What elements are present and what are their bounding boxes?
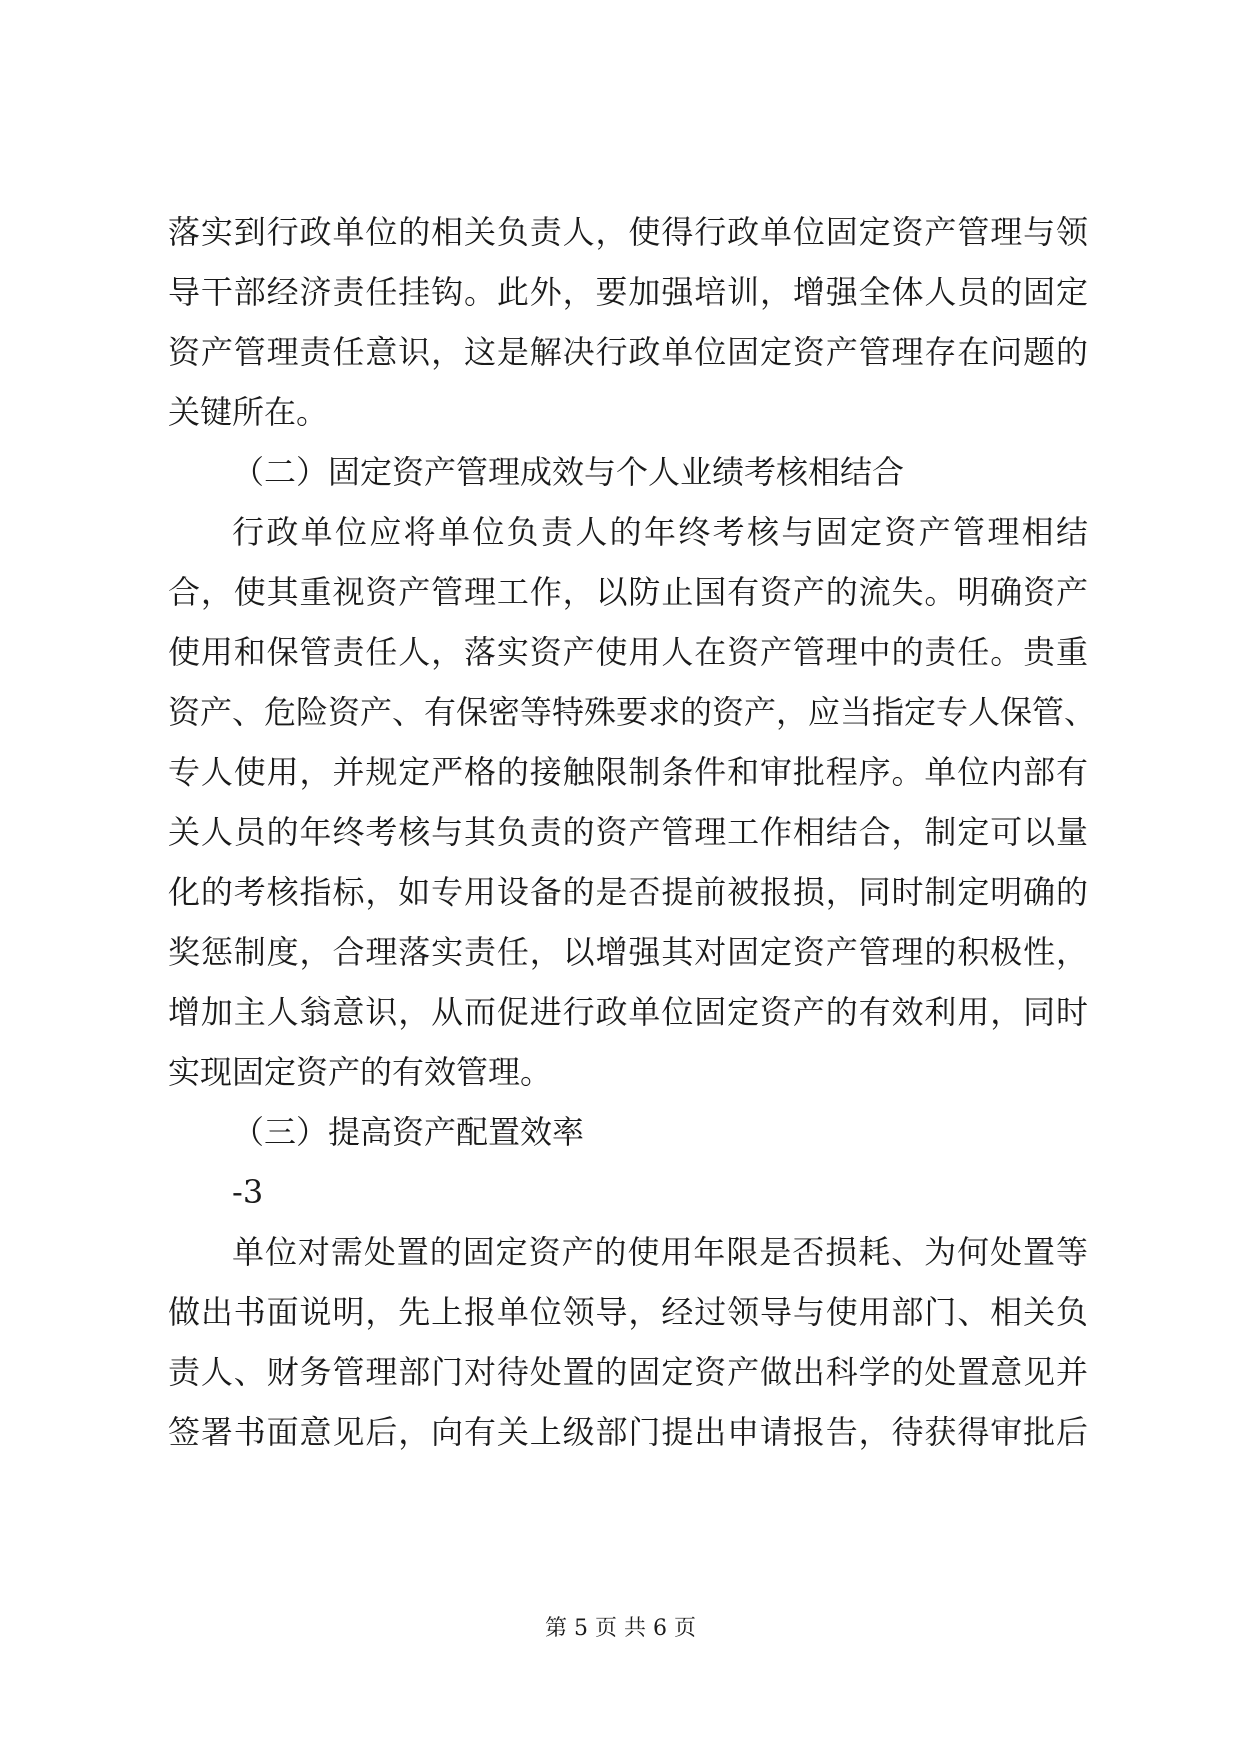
- paragraph-2-line-1: 行政单位应将单位负责人的年终考核与固定资产管理相结: [232, 513, 1088, 551]
- paragraph-3-line-3: 责人、财务管理部门对待处置的固定资产做出科学的处置意见并: [168, 1353, 1088, 1391]
- paragraph-2-line-8: 奖惩制度，合理落实责任，以增强其对固定资产管理的积极性，: [168, 933, 1088, 971]
- section-heading-2: （二）固定资产管理成效与个人业绩考核相结合: [232, 453, 905, 491]
- paragraph-2-line-9: 增加主人翁意识，从而促进行政单位固定资产的有效利用，同时: [168, 993, 1088, 1031]
- paragraph-3-line-2: 做出书面说明，先上报单位领导，经过领导与使用部门、相关负: [168, 1293, 1088, 1331]
- paragraph-2-line-10: 实现固定资产的有效管理。: [168, 1053, 553, 1091]
- inline-page-marker: -3: [232, 1173, 264, 1211]
- paragraph-1-line-1: 落实到行政单位的相关负责人，使得行政单位固定资产管理与领: [168, 213, 1088, 251]
- paragraph-2-line-3: 使用和保管责任人，落实资产使用人在资产管理中的责任。贵重: [168, 633, 1088, 671]
- paragraph-1-line-4: 关键所在。: [168, 393, 329, 431]
- paragraph-3-line-1: 单位对需处置的固定资产的使用年限是否损耗、为何处置等: [232, 1233, 1088, 1271]
- page-footer: 第 5 页 共 6 页: [545, 1616, 696, 1641]
- paragraph-2-line-4: 资产、危险资产、有保密等特殊要求的资产，应当指定专人保管、: [168, 693, 1097, 731]
- paragraph-2-line-2: 合，使其重视资产管理工作，以防止国有资产的流失。明确资产: [168, 573, 1088, 611]
- paragraph-2-line-6: 关人员的年终考核与其负责的资产管理工作相结合，制定可以量: [168, 813, 1088, 851]
- paragraph-2-line-5: 专人使用，并规定严格的接触限制条件和审批程序。单位内部有: [168, 753, 1088, 791]
- paragraph-1-line-2: 导干部经济责任挂钩。此外，要加强培训，增强全体人员的固定: [168, 273, 1088, 311]
- paragraph-1-line-3: 资产管理责任意识，这是解决行政单位固定资产管理存在问题的: [168, 333, 1088, 371]
- section-heading-3: （三）提高资产配置效率: [232, 1113, 585, 1151]
- paragraph-3-line-4: 签署书面意见后，向有关上级部门提出申请报告，待获得审批后: [168, 1413, 1088, 1451]
- paragraph-2-line-7: 化的考核指标，如专用设备的是否提前被报损，同时制定明确的: [168, 873, 1088, 911]
